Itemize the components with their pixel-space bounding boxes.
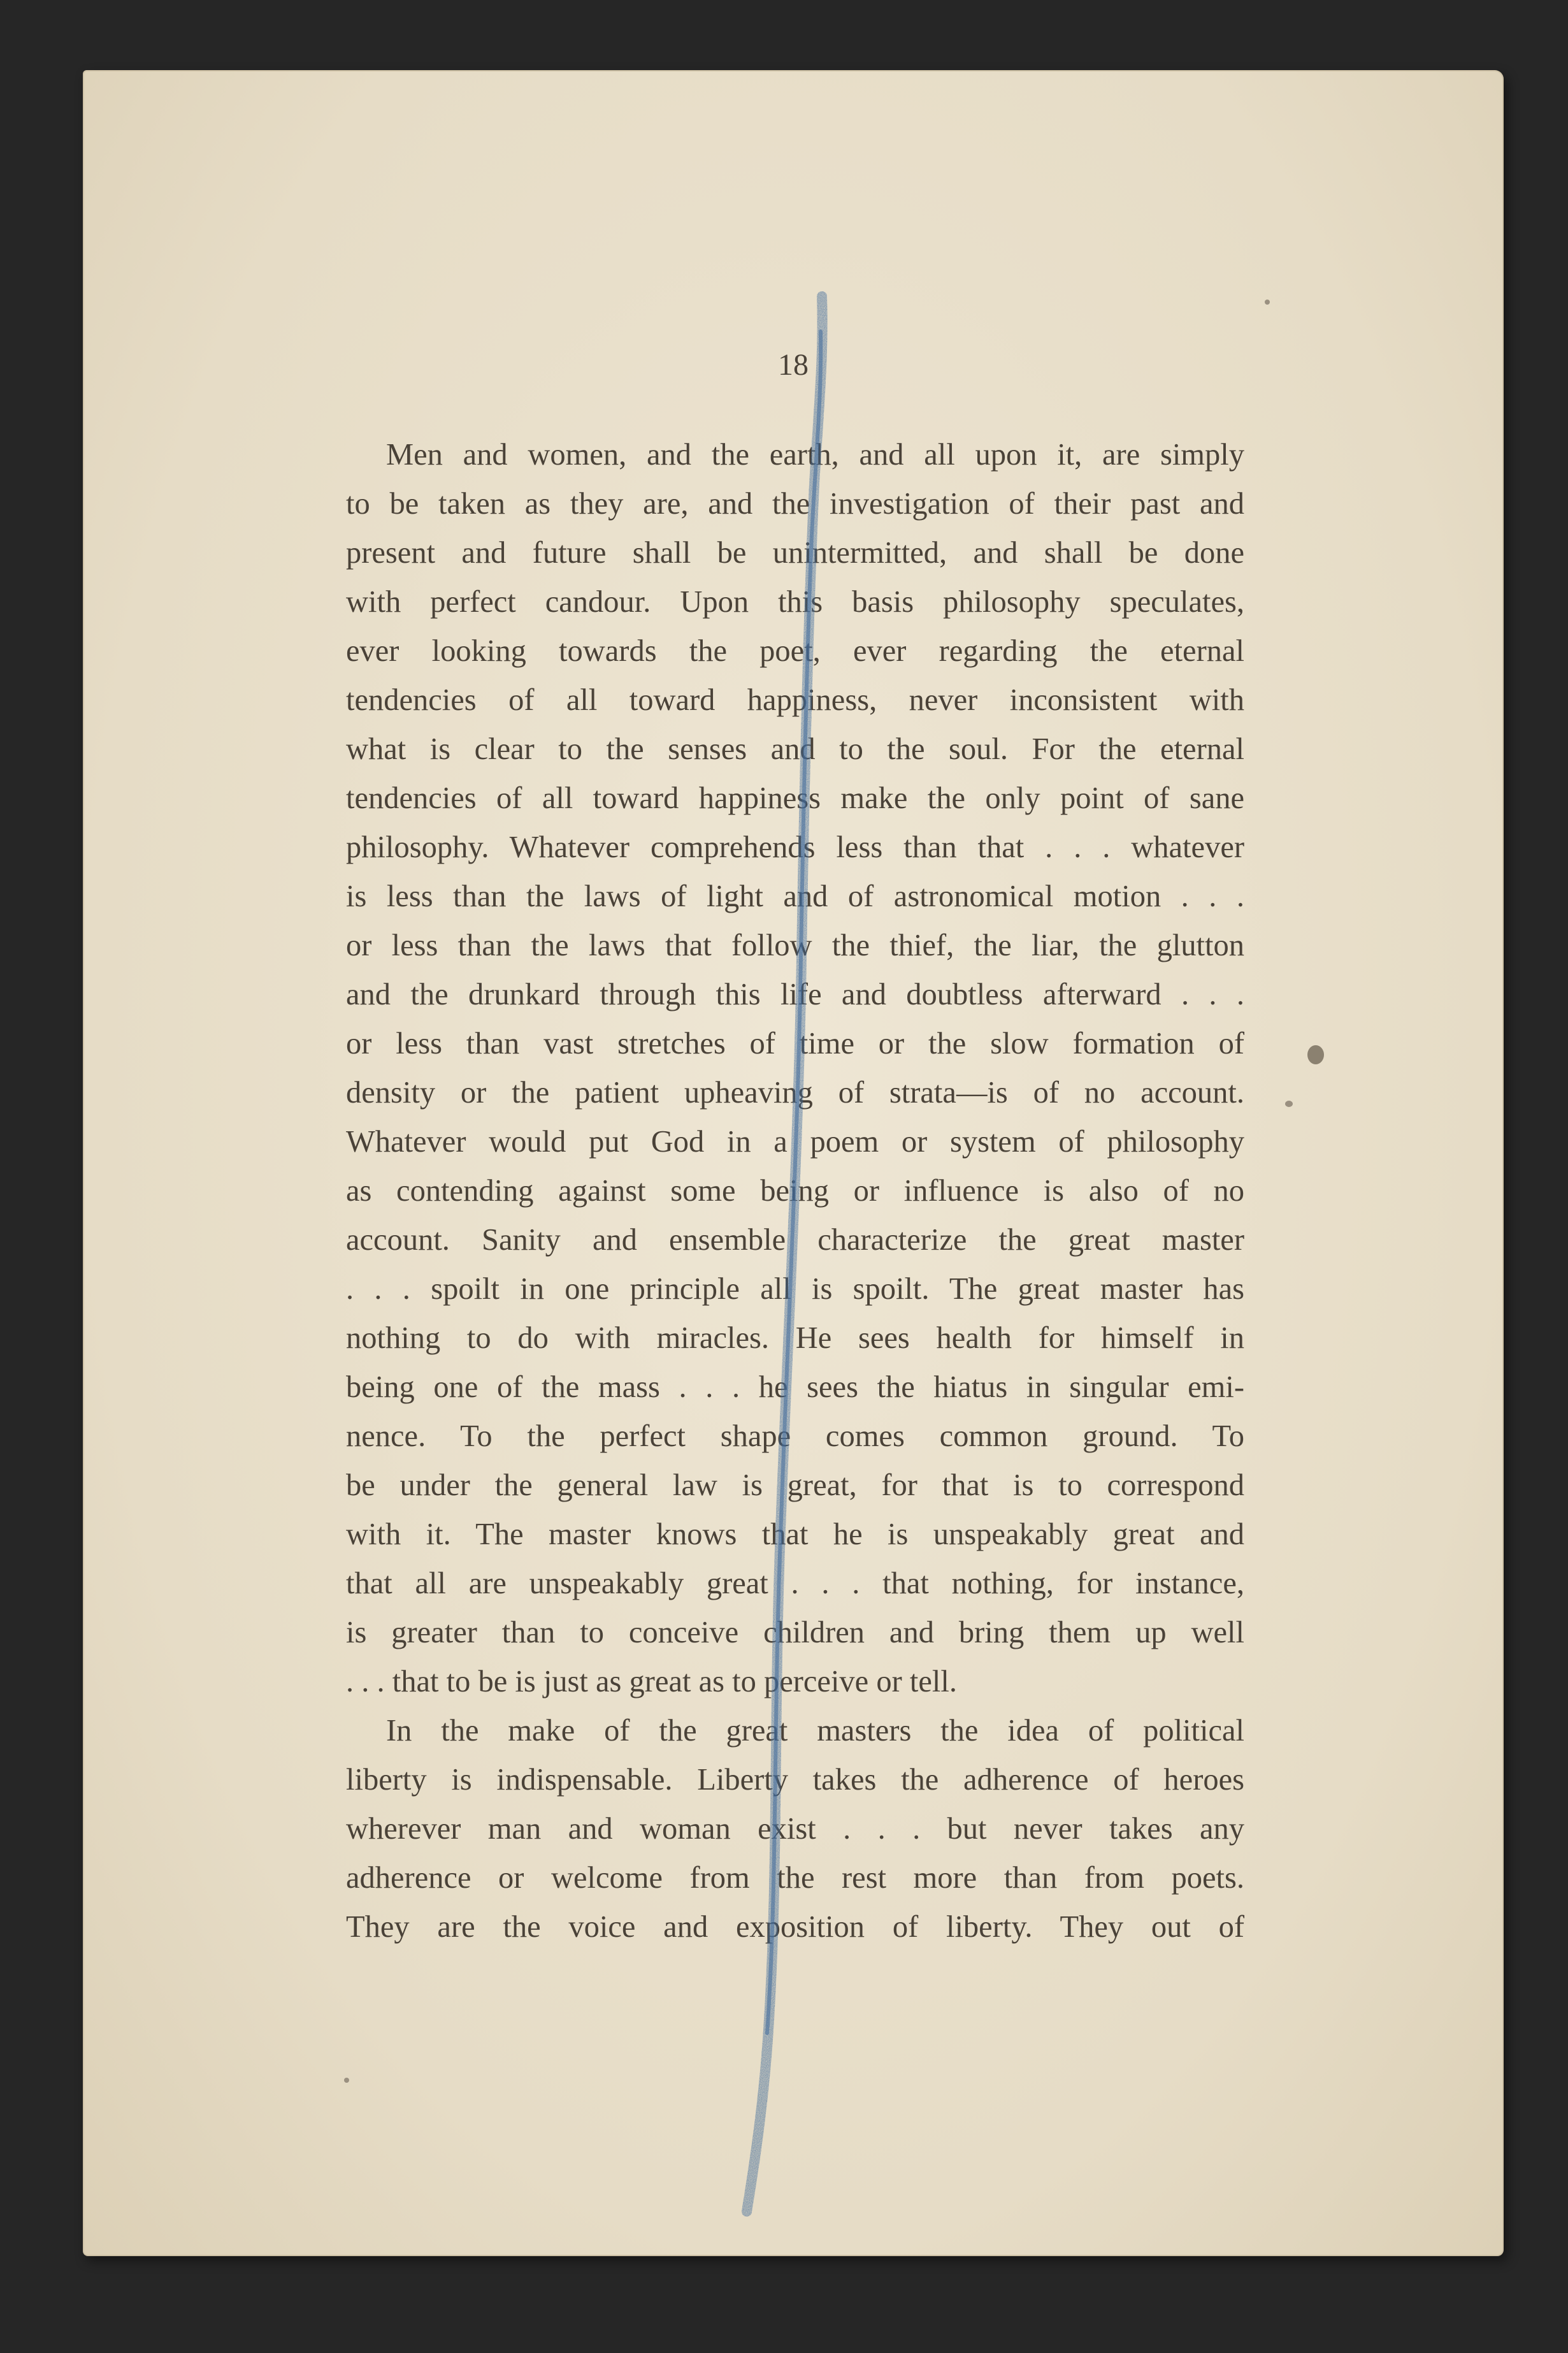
text-line: and the drunkard through this life and doubtless afterward . . . xyxy=(346,978,1244,1011)
text-line: is less than the laws of light and of astronomical motion . . . xyxy=(346,880,1244,913)
text-line: tendencies of all toward happiness, never inconsistent with xyxy=(346,683,1244,717)
text-line: present and future shall be unintermitted, and shall be done xyxy=(346,536,1244,570)
text-line: wherever man and woman exist . . . but never takes any xyxy=(346,1812,1244,1846)
paper-speck xyxy=(1265,300,1270,305)
paper-speck xyxy=(1285,1101,1293,1107)
paper-speck xyxy=(344,2078,349,2083)
page-number: 18 xyxy=(778,348,809,382)
paper-speck xyxy=(1307,1045,1324,1064)
text-line: density or the patient upheaving of strata—is of no account. xyxy=(346,1076,1244,1110)
text-line: that all are unspeakably great . . . that nothing, for instance, xyxy=(346,1567,1244,1600)
text-line: . . . spoilt in one principle all is spoilt. The great master has xyxy=(346,1272,1244,1306)
text-line: adherence or welcome from the rest more than from poets. xyxy=(346,1861,1244,1895)
text-line: be under the general law is great, for that is to correspond xyxy=(346,1468,1244,1502)
text-line: ever looking towards the poet, ever regarding the eternal xyxy=(346,634,1244,668)
text-line: with it. The master knows that he is unspeakably great and xyxy=(346,1517,1244,1551)
text-line: Men and women, and the earth, and all upon it, are simply xyxy=(386,438,1244,472)
text-line: what is clear to the senses and to the soul. For the eternal xyxy=(346,732,1244,766)
text-line: . . . that to be is just as great as to perceive or tell. xyxy=(346,1665,957,1698)
text-line: being one of the mass . . . he sees the hiatus in singular emi- xyxy=(346,1370,1244,1404)
text-line: They are the voice and exposition of liberty. They out of xyxy=(346,1910,1244,1944)
text-line: In the make of the great masters the idea of political xyxy=(386,1714,1244,1748)
text-line: tendencies of all toward happiness make the only point of sane xyxy=(346,781,1244,815)
text-line: or less than vast stretches of time or the slow formation of xyxy=(346,1027,1244,1061)
text-line: is greater than to conceive children and bring them up well xyxy=(346,1616,1244,1649)
text-line: philosophy. Whatever comprehends less than that . . . whatever xyxy=(346,830,1244,864)
text-line: nothing to do with miracles. He sees health for himself in xyxy=(346,1321,1244,1355)
text-line: as contending against some being or influence is also of no xyxy=(346,1174,1244,1208)
text-line: Whatever would put God in a poem or system of philosophy xyxy=(346,1125,1244,1159)
text-line: with perfect candour. Upon this basis philosophy speculates, xyxy=(346,585,1244,619)
body-text xyxy=(346,430,1244,1951)
text-line: account. Sanity and ensemble characterize the great master xyxy=(346,1223,1244,1257)
text-line: nence. To the perfect shape comes common ground. To xyxy=(346,1419,1244,1453)
text-line: liberty is indispensable. Liberty takes the adherence of heroes xyxy=(346,1763,1244,1797)
text-line: to be taken as they are, and the investigation of their past and xyxy=(346,487,1244,521)
text-line: or less than the laws that follow the thief, the liar, the glutton xyxy=(346,929,1244,962)
